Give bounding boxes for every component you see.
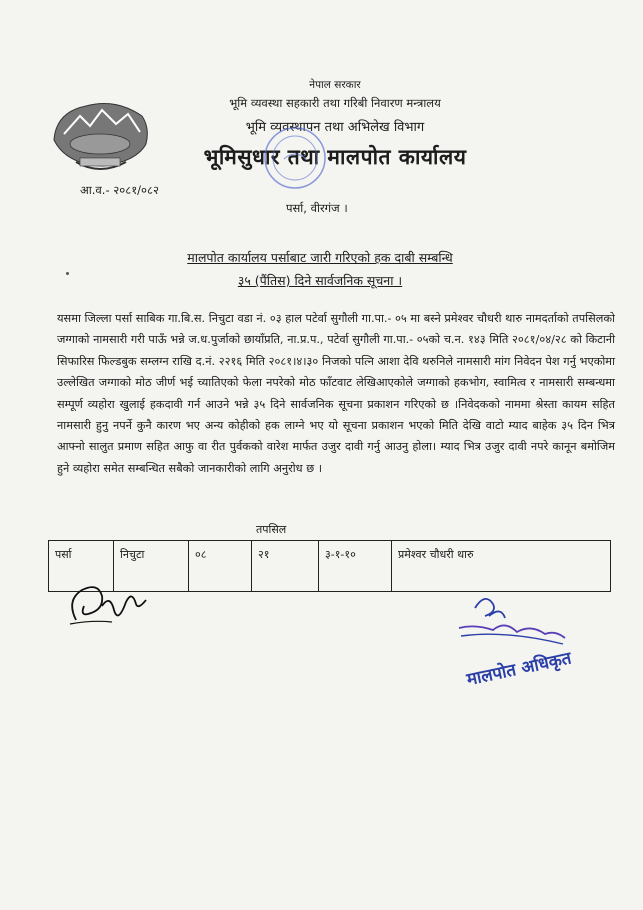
- round-seal: [262, 125, 328, 191]
- place-line: पर्सा, वीरगंज ।: [286, 201, 348, 215]
- table-cell-kitta: २१: [252, 541, 319, 592]
- stray-mark: [66, 272, 69, 275]
- government-name: नेपाल सरकार: [309, 79, 361, 91]
- schedule-label: तपसिल: [256, 523, 287, 536]
- fiscal-year: आ.व.- २०८१/०८२: [80, 183, 159, 197]
- table-cell-district: पर्सा: [49, 541, 114, 592]
- table-cell-vdc: निचुटा: [114, 541, 189, 592]
- table-cell-owner: प्रमेश्वर चौधरी थारु: [392, 541, 611, 592]
- signature-left: [62, 580, 152, 635]
- notice-title-line1: मालपोत कार्यालय पर्साबाट जारी गरिएको हक दाबी सम्बन्धि: [187, 250, 453, 265]
- office-name: भूमिसुधार तथा मालपोत कार्यालय: [203, 145, 467, 169]
- table-cell-area: ३-१-१०: [319, 541, 392, 592]
- notice-body: यसमा जिल्ला पर्सा साबिक गा.बि.स. निचुटा वडा नं. ०३ हाल पटेर्वा सुगौली गा.पा.- ०५ मा बस्ने प्रमेश्वर चौधरी थारु नामदर्ताको तपसिलको जग्गाको नामसारी गरी पाऊँ भन्ने ज.ध.पुर्जाको छायाँप्रति, ना.प्र.प., पटेर्वा सुगौली गा.पा.- ०५को च.न. १४३ मिति २०८१/०४/२८ को किटानी सिफारिस फिल्डबुक सम्लग्न राखि द.नं. २२१६ मिति २०८१।४।३० निजको पत्नि आशा देवि थरुनिले नामसारी मांग निवेदन पेश गर्नु भएकोमा उल्लेखित जग्गाको मोठ जीर्ण भई च्यातिएको फेला नपरेको मोठ फाँटवाट लेखिआएकोले जग्गाको हकभोग, स्वामित्व र नामसारी सम्बन्धमा सम्पूर्ण व्यहोरा खुलाई हकदावी गर्न आउने भन्ने ३५ दिने सार्वजनिक सूचना प्रकाशन गरिएको छ ।निवेदकको नाममा श्रेस्ता कायम सहित नामसारी हुनु नपर्ने कुनै कारण भए अन्य कोहीको हक लाग्ने भए यो सूचना प्रकाशन भएको मिति देखि वाटो म्याद बाहेक ३५ दिन भित्र आफ्नो सालुत प्रमाण सहित आफु वा रीत पुर्वकको वारेश मार्फत उजुर दावी गर्नु आउनु होला। म्याद भित्र उजुर दावी नपरे कानून बमोजिम हुने व्यहोरा समेत सम्बन्धित सबैको जानकारीको लागि अनुरोध छ ।: [57, 312, 615, 475]
- government-emblem: [46, 92, 156, 178]
- notice-title-line2: ३५ (पैंतिस) दिने सार्वजनिक सूचना ।: [237, 273, 403, 288]
- officer-signature-stamp: [445, 590, 595, 685]
- department-name: भूमि व्यवस्थापन तथा अभिलेख विभाग: [245, 120, 425, 135]
- table-cell-ward: ०८: [189, 541, 252, 592]
- ministry-name: भूमि व्यवस्था सहकारी तथा गरिबी निवारण मन्त्रालय: [229, 96, 441, 110]
- officer-stamp-text: मालपोत अधिकृत: [464, 648, 574, 685]
